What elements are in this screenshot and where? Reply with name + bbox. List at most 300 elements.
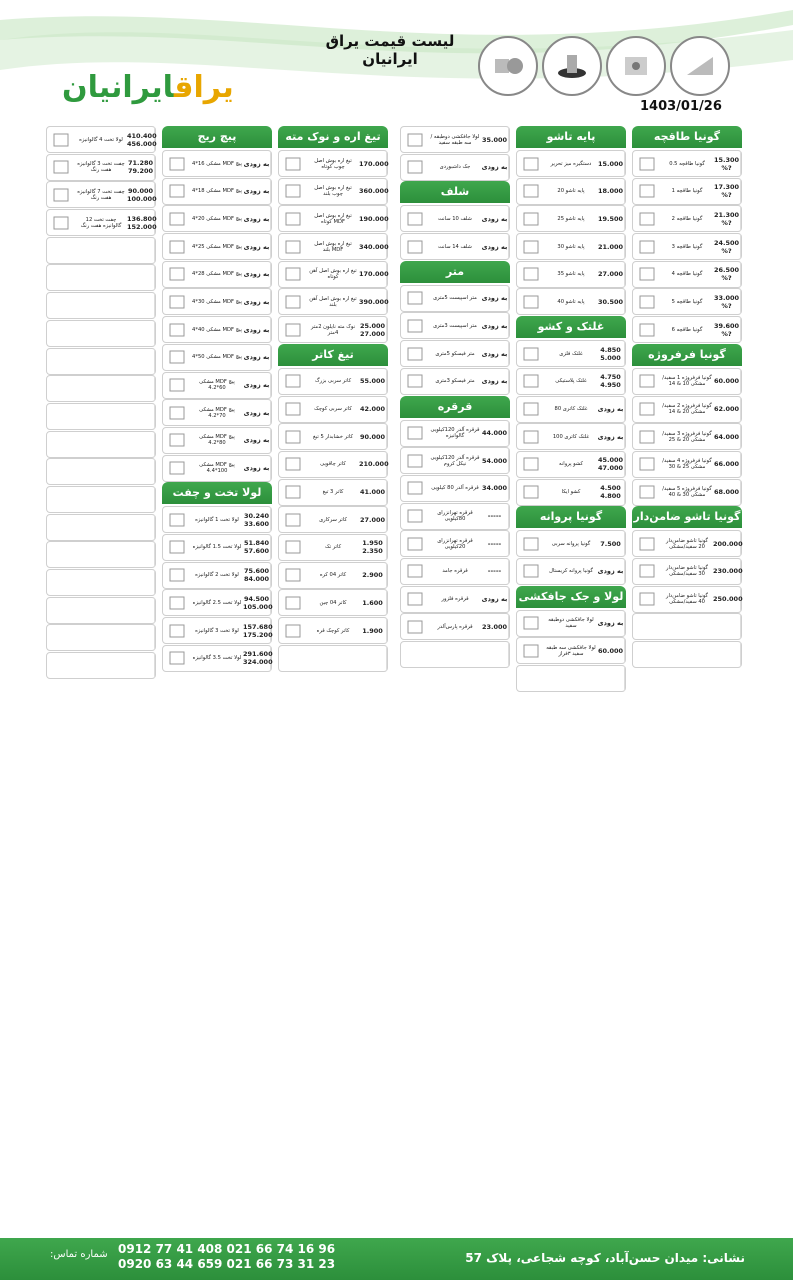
product-name: پیچ MDF مشکی 80*4.2 [199,434,235,447]
product-name: دستگیره میز تحریر [550,160,592,167]
product-price [359,563,387,588]
product-row [400,447,510,474]
product-price [713,369,741,394]
product-price [359,262,387,287]
product-price [597,666,625,691]
page-header [0,0,793,120]
product-image-icon [49,599,73,621]
price-value: به زودی [243,353,270,362]
product-row [516,610,626,637]
product-row [516,530,626,557]
price-value: 21.300 [713,210,740,219]
price-value: 30.240 [243,511,270,520]
product-row [278,368,388,395]
product-row [632,205,742,232]
price-value: 51.840 [243,539,270,548]
product-name: پیچ MDF مشکی 28*4 [192,271,242,278]
product-image-icon [635,533,659,555]
product-name: چفت تخت 3 گالوانیزه هفت رنگ [77,161,125,174]
product-price [713,642,741,667]
price-value: 34.000 [481,484,508,493]
product-name: پایه تاشو 30 [557,243,585,250]
price-secondary: 152.000 [127,222,157,231]
product-name: شلف 14 سانت [438,243,472,250]
product-image-icon [49,322,73,344]
product-price [713,317,741,342]
product-price [713,424,741,449]
product-price [713,179,741,204]
product-row [278,396,388,423]
product-row [632,479,742,506]
product-name: کاتر خشابدار 5 تیغ [313,433,353,440]
section-header: تیغ اره و نوک مته [278,126,388,148]
product-price [481,155,509,180]
product-image-icon [49,184,73,206]
product-row [516,451,626,478]
product-row [162,372,272,399]
price-column [632,126,742,669]
product-name: شلف 10 سانت [438,215,472,222]
product-row [516,637,626,664]
price-value: به زودی [243,408,270,417]
product-price [597,234,625,259]
hinge-icon [478,36,538,96]
product-row [400,475,510,502]
price-value: به زودی [481,321,508,330]
price-value: 90.000 [359,432,386,441]
price-value: 26.500 [713,266,740,275]
product-image-icon [165,153,189,175]
product-row [278,205,388,232]
price-value: 4.850 [600,345,621,354]
product-row [46,541,156,568]
product-name: متر اسپیست 3متری [433,322,477,329]
price-column [278,126,388,672]
product-row [162,617,272,644]
product-price [359,535,387,560]
product-price [127,653,155,678]
product-price [597,179,625,204]
product-name: لولا تخت 1 گالوانیزه [195,516,239,523]
product-price [127,127,155,152]
product-image-icon [519,343,543,365]
product-price [127,570,155,595]
product-row [46,486,156,513]
product-row [46,292,156,319]
price-value: 230.000 [713,567,743,576]
product-image-icon [635,319,659,341]
product-row [46,237,156,264]
product-image-icon [519,640,543,662]
product-price [359,151,387,176]
product-row [162,288,272,315]
product-price [597,452,625,477]
section-header: شلف [400,181,510,203]
price-value: 35.000 [481,135,508,144]
price-value: ----- [487,567,502,576]
price-value: 75.600 [243,567,270,576]
price-value: ----- [487,539,502,548]
product-price [243,262,271,287]
product-name: غلتک کاتری 80 [554,406,588,412]
product-name: جک داشبوردی [439,164,471,171]
price-value: به زودی [481,294,508,303]
product-row [400,613,510,640]
product-name: قرقره تهرانزرای 80کیلویی [437,510,473,523]
product-name: کشو پروانه [559,461,583,468]
product-price [127,515,155,540]
product-row [162,316,272,343]
product-image-icon [403,129,427,151]
product-name: کاتر چاقویی [320,461,346,468]
product-price [481,341,509,366]
price-value: 1.900 [362,626,383,635]
product-price [127,376,155,401]
price-value: 200.000 [713,539,743,548]
price-value: به زودی [481,377,508,386]
price-value: به زودی [597,405,624,413]
latch-icon [606,36,666,96]
product-image-icon [49,572,73,594]
product-price [359,480,387,505]
product-row [162,261,272,288]
product-image-icon [403,477,427,499]
product-price [713,206,741,231]
product-price [127,210,155,235]
product-image-icon [519,208,543,230]
price-value: 17.300 [713,183,740,192]
product-name: پایه تاشو 40 [557,298,585,305]
product-name: کاتر 04 چین [319,599,347,606]
address: نشانی: میدان حسن‌آباد، کوچه شجاعی، پلاک 57 [465,1251,745,1265]
product-price [597,262,625,287]
product-row [278,451,388,478]
product-price [359,590,387,615]
product-price [127,349,155,374]
product-image-icon [519,533,543,555]
product-price [127,459,155,484]
product-price [597,369,625,394]
product-image-icon [49,156,73,178]
product-name: گونیا پروانه سربی [551,540,591,547]
price-secondary: 79.200 [127,167,154,176]
product-image-icon [281,592,305,614]
product-row [46,403,156,430]
product-row [46,375,156,402]
product-name: کشو ایکا [561,489,581,496]
product-image-icon [635,644,659,666]
product-row [400,340,510,367]
product-image-icon [165,180,189,202]
price-value: 170.000 [359,159,389,168]
contact-label: شماره تماس: [50,1249,108,1260]
section-header: گونیا طاقچه [632,126,742,148]
product-price [127,155,155,180]
product-image-icon [635,263,659,285]
price-secondary: %? [721,218,732,227]
price-value: 21.000 [597,242,624,251]
product-price [243,456,271,481]
product-image-icon [281,180,305,202]
product-name: پیچ MDF مشکی 25*4 [192,243,242,250]
product-row [632,451,742,478]
price-secondary: 47.000 [597,464,624,473]
product-image-icon [49,212,73,234]
product-row [516,396,626,423]
product-row [162,589,272,616]
product-name: کاتر سربی بزرگ [314,378,352,385]
product-row [278,645,388,672]
product-name: متر فیسکو 3متری [435,378,475,385]
product-image-icon [165,319,189,341]
product-price [481,614,509,639]
price-value: 24.500 [713,238,740,247]
product-name: کاتر 3 تیغ [322,489,344,496]
product-price [243,590,271,615]
product-price [359,646,387,671]
product-row [632,150,742,177]
price-value: 360.000 [359,187,389,196]
product-price [127,238,155,263]
product-price [243,234,271,259]
price-value: 170.000 [359,270,389,279]
product-image-icon [519,291,543,313]
catch-icon [670,36,730,96]
price-secondary: 27.000 [359,329,386,338]
product-image-icon [635,481,659,503]
product-name: لولا تخت 1.5 گالوانیزه [192,544,242,551]
product-name: لولا جافکشی دوطبقه / سه طبقه سفید [430,133,480,146]
product-row [400,641,510,668]
product-row [278,423,388,450]
price-value: 60.000 [713,377,740,386]
price-secondary: %? [721,274,732,283]
product-price [359,618,387,643]
price-value: 25.000 [359,321,386,330]
product-price [359,397,387,422]
product-name: پیچ MDF مشکی 20*4 [192,215,242,222]
product-row [278,506,388,533]
section-header: لولا و جک جافکشی [516,586,626,608]
price-secondary: 175.200 [243,630,273,639]
product-row [46,181,156,208]
product-name: قرقره فلزور [441,596,469,603]
product-price [597,289,625,314]
product-image-icon [635,560,659,582]
product-image-icon [281,319,305,341]
product-name: گونیا فرفروژه 1 سفید/مشکی 10 & 14 [662,375,712,388]
product-price [481,448,509,473]
product-price [481,421,509,446]
product-name: تیغ اره بوش اصل MDF کوتاه [314,212,352,225]
price-secondary: 57.600 [243,547,270,556]
product-name: گونیا فرفروژه 2 سفید/مشکی 20 & 14 [662,403,712,415]
product-image-icon [403,236,427,258]
product-price [243,345,271,370]
product-name: قرقره آلدر 120کیلویی گالوانیزه [430,427,480,439]
product-row [632,613,742,640]
product-row [400,312,510,339]
product-image-icon [281,291,305,313]
price-value: 64.000 [713,432,740,441]
section-header: گونیا فرفروژه [632,344,742,366]
price-secondary: 33.600 [243,519,270,528]
product-name: کاتر تک [324,544,342,551]
product-image-icon [165,457,189,479]
product-price [243,646,271,671]
product-image-icon [635,616,659,638]
price-value: به زودی [243,270,270,279]
product-row [46,154,156,181]
product-price [481,559,509,584]
product-price [713,151,741,176]
product-image-icon [49,655,73,677]
price-secondary: 84.000 [243,575,270,584]
product-price [359,179,387,204]
product-image-icon [519,180,543,202]
product-name: تیغ اره بوش اصل MDF بلند [314,240,352,253]
product-price [481,476,509,501]
product-row [516,665,626,692]
product-row [162,150,272,177]
section-header: غلتک و کشو [516,316,626,338]
price-value: 66.000 [713,460,740,469]
price-secondary: 5.000 [600,353,621,362]
product-image-icon [403,370,427,392]
product-price [127,432,155,457]
product-image-icon [281,263,305,285]
product-row [516,368,626,395]
product-row [400,368,510,395]
product-image-icon [403,588,427,610]
product-row [632,261,742,288]
page-title: لیست قیمت یراق ایرانیان [325,32,455,68]
product-image-icon [281,481,305,503]
product-price [481,587,509,612]
product-price [243,507,271,532]
header-product-icons [478,36,730,96]
price-value: به زودی [243,214,270,223]
product-name: پیچ MDF مشکی 50*4 [192,354,242,361]
product-row [516,261,626,288]
product-price [481,206,509,231]
product-price [597,341,625,366]
price-value: 410.400 [127,131,157,140]
product-name: گونیا فرفروژه 4 سفید/مشکی 25 & 30 [662,458,712,471]
product-image-icon [165,208,189,230]
price-secondary: 456.000 [127,139,157,148]
product-price [597,206,625,231]
price-value: 30.500 [597,297,624,306]
product-price [597,638,625,663]
product-row [46,652,156,679]
product-name: گونیا تاشو ضامن‌دار 30 سفید/مشکی [665,565,709,578]
product-image-icon [519,153,543,175]
product-price [713,397,741,422]
product-price [127,404,155,429]
price-column [400,126,510,669]
product-image-icon [403,450,427,472]
product-name: پایه تاشو 35 [557,271,585,278]
price-secondary: 2.350 [362,547,383,556]
product-name: کاتر 04 کره [319,572,347,579]
price-value: 1.950 [362,539,383,548]
product-image-icon [635,453,659,475]
product-price [243,151,271,176]
price-column [46,126,156,680]
product-name: تیغ اره بوش اصل چوب کوتاه [314,157,352,170]
product-image-icon [281,370,305,392]
product-image-icon [403,343,427,365]
product-name: پیچ MDF مشکی 70*4.2 [199,406,235,419]
price-value: 19.500 [597,214,624,223]
product-row [278,261,388,288]
product-image-icon [281,398,305,420]
product-image-icon [403,644,427,666]
product-price [713,289,741,314]
product-price [243,400,271,425]
product-name: پیچ MDF مشکی 100*4.4 [199,462,235,475]
product-row [278,479,388,506]
product-image-icon [49,461,73,483]
section-header: تیغ کاتر [278,344,388,366]
section-header: متر [400,261,510,283]
product-row [162,562,272,589]
price-value: 7.500 [600,539,621,548]
price-value: 33.000 [713,293,740,302]
product-name: پیچ MDF مشکی 60*4.2 [199,379,235,391]
price-value: به زودی [243,297,270,306]
product-image-icon [403,422,427,444]
price-secondary: 4.800 [600,492,621,501]
product-row [46,431,156,458]
product-row [46,264,156,291]
product-image-icon [281,426,305,448]
product-price [713,531,741,556]
product-price [359,234,387,259]
product-row [162,233,272,260]
section-header: پیچ ریج [162,126,272,148]
product-row [632,558,742,585]
price-value: 15.300 [713,155,740,164]
price-value: ----- [487,512,502,521]
product-row [400,586,510,613]
product-name: کاتر سرکاری [319,516,347,523]
product-price [243,563,271,588]
price-value: 42.000 [359,405,386,413]
product-name: پیچ MDF مشکی 18*4 [192,188,242,195]
product-image-icon [403,533,427,555]
product-image-icon [49,267,73,289]
product-image-icon [635,398,659,420]
product-name: کاتر کوچک قره [316,627,350,634]
product-name: گونیا طاقچه 3 [671,243,703,250]
product-row [400,126,510,153]
product-name: لولا تخت 4 گالوانیزه [79,136,123,143]
product-image-icon [519,453,543,475]
product-row [400,154,510,181]
product-image-icon [281,647,305,669]
product-row [278,617,388,644]
price-column [516,126,626,693]
product-image-icon [519,426,543,448]
product-row [162,178,272,205]
product-name: لولا تخت 2.5 گالوانیزه [192,599,242,606]
product-name: چفت تخت 12 گالوانیزه هفت رنگ [80,216,122,229]
price-value: 1.600 [362,598,383,607]
price-value: 136.800 [127,214,157,223]
product-row [162,645,272,672]
